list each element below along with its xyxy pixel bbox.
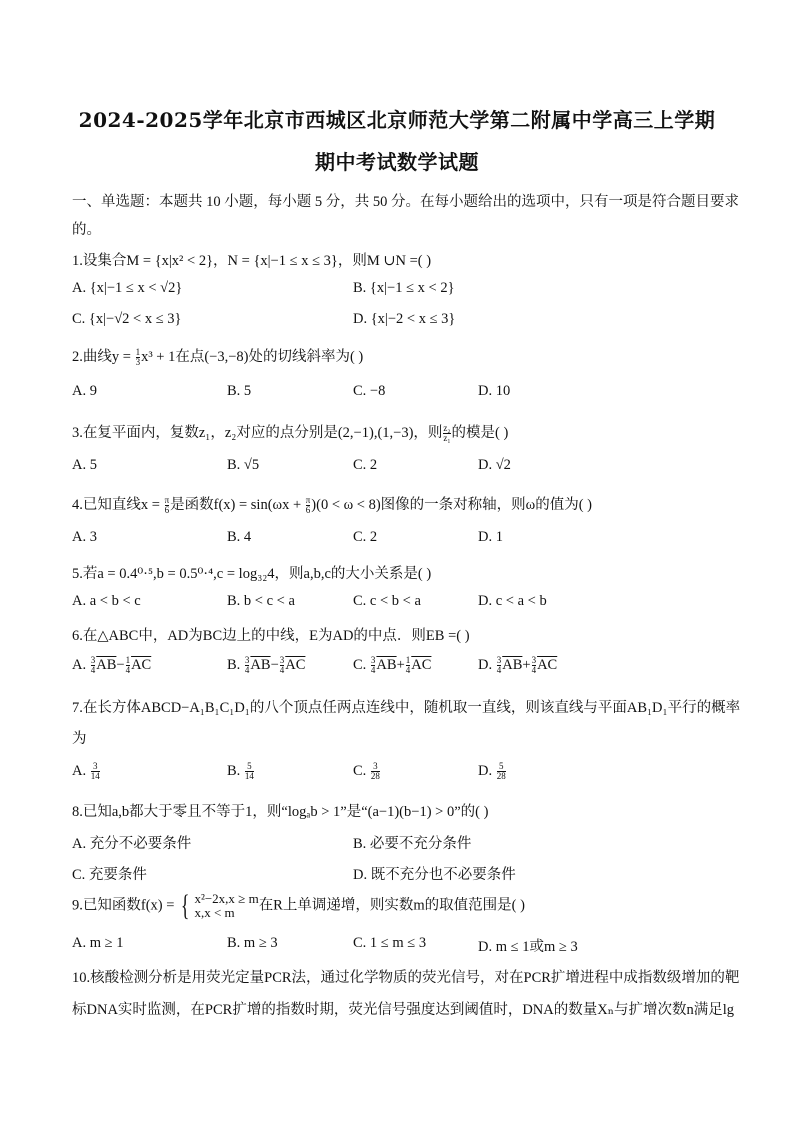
option-letter: A.	[72, 656, 90, 673]
question-9	[72, 891, 525, 921]
fraction	[443, 424, 450, 443]
option-b	[227, 656, 305, 675]
question-3	[72, 421, 508, 443]
question-10-cont: 标DNA实时监测，在PCR扩增的指数时期，荧光信号强度达到阈值时，DNA的数量Xₙ与扩增次数n满足lg	[72, 1002, 735, 1018]
vector-ab: $\overline{AB}$	[250, 656, 271, 673]
vector-ac: $\overline{AC}$	[285, 656, 306, 673]
vector-ab: $\overline{AB}$	[502, 656, 523, 673]
option-d: D. 既不充分也不必要条件	[353, 867, 516, 883]
fraction	[371, 656, 376, 675]
section-instructions-cont: 的。	[72, 222, 101, 238]
fraction-numerator: 3	[90, 655, 96, 665]
fraction-denominator: 4	[531, 665, 537, 675]
fraction-numerator: 3	[496, 655, 502, 665]
option-b: B. b < c < a	[227, 593, 295, 609]
option-b: B. {x|−1 ≤ x < 2}	[353, 280, 455, 296]
option-d: D. c < a < b	[478, 593, 547, 609]
fraction-denominator: 28	[496, 771, 506, 781]
fraction-denominator: 3	[135, 357, 141, 368]
exam-title-line-1: 2024-2025学年北京市西城区北京师范大学第二附属中学高三上学期	[78, 108, 716, 132]
fraction-numerator: 3	[244, 655, 250, 665]
question-stem: 在长方体ABCD−A₁B₁C₁D₁的八个顶点任两点连线中，随机取一直线，则该直线与平面AB₁D₁平行的概率	[82, 700, 741, 716]
option-letter: D.	[478, 762, 496, 779]
question-6	[72, 624, 470, 645]
fraction-denominator: z₁	[443, 433, 451, 444]
fraction-denominator: 4	[370, 665, 376, 675]
question-stem: 若a = 0.4⁰·⁵,b = 0.5⁰·⁴,c = log₃₂4，则a,b,c的大小关系是( )	[82, 566, 432, 582]
option-letter: A.	[72, 762, 90, 779]
operator: −	[270, 656, 279, 673]
option-a: A. m ≥ 1	[72, 935, 124, 951]
case-row: x²−2x,x ≥ m	[194, 891, 259, 906]
fraction-denominator: 14	[244, 771, 254, 781]
fraction-numerator: 1	[135, 347, 141, 358]
section-instructions: 一、单选题：本题共 10 小题，每小题 5 分，共 50 分。在每小题给出的选项中，只有一项是符合题目要求	[72, 194, 739, 210]
option-a: A. 9	[72, 383, 97, 399]
option-letter: D.	[478, 656, 496, 673]
question-number: 4.	[72, 497, 83, 513]
option-c	[353, 656, 431, 675]
operator: +	[396, 656, 405, 673]
fraction-numerator: 3	[92, 761, 98, 771]
question-stem: 设集合M = {x|x² < 2}，N = {x|−1 ≤ x ≤ 3}，则M ∪N =( )	[82, 253, 432, 269]
fraction	[136, 348, 141, 367]
option-d	[478, 762, 507, 781]
fraction	[245, 762, 254, 781]
question-number: 7.	[72, 700, 83, 716]
option-c: C. {x|−√2 < x ≤ 3}	[72, 311, 182, 327]
fraction-denominator: 28	[370, 771, 380, 781]
fraction-denominator: 14	[90, 771, 100, 781]
piecewise-function	[178, 891, 259, 921]
option-c: C. −8	[353, 383, 386, 399]
option-a: A. 5	[72, 457, 97, 473]
option-letter: C.	[353, 656, 370, 673]
fraction-numerator: 3	[370, 655, 376, 665]
option-b: B. 5	[227, 383, 252, 399]
fraction-numerator: 3	[279, 655, 285, 665]
option-letter: B.	[227, 656, 244, 673]
question-number: 9.	[72, 897, 83, 914]
fraction-numerator: 1	[405, 655, 411, 665]
fraction	[91, 656, 96, 675]
question-4	[72, 493, 592, 515]
fraction	[497, 762, 506, 781]
option-d: D. 10	[478, 383, 511, 399]
fraction	[165, 496, 170, 515]
option-c: C. 2	[353, 457, 378, 473]
fraction-numerator: z₂	[443, 423, 451, 434]
option-b: B. 4	[227, 529, 252, 545]
question-number: 6.	[72, 628, 83, 644]
option-a	[72, 656, 151, 675]
question-stem: 已知直线x =	[82, 497, 164, 513]
question-stem: 在复平面内，复数z₁，z₂对应的点分别是(2,−1),(1,−3)，则	[82, 425, 443, 441]
fraction	[406, 656, 411, 675]
option-d: D. {x|−2 < x ≤ 3}	[353, 311, 456, 327]
fraction-denominator: 4	[125, 665, 131, 675]
question-stem-cont: 在R上单调递增，则实数m的取值范围是( )	[258, 897, 525, 914]
fraction-denominator: 6	[305, 505, 311, 516]
fraction-numerator: π	[164, 495, 170, 506]
fraction-numerator: 3	[373, 761, 378, 771]
question-stem-cont: 是函数f(x) = sin(ωx +	[170, 497, 305, 513]
option-d	[478, 656, 557, 675]
fraction	[497, 656, 502, 675]
fraction-denominator: 6	[164, 505, 170, 516]
fraction	[532, 656, 537, 675]
question-5	[72, 562, 431, 583]
option-b: B. 必要不充分条件	[353, 836, 472, 852]
option-letter: B.	[227, 762, 244, 779]
question-number: 10.	[72, 970, 91, 986]
option-c	[353, 762, 381, 781]
fraction-numerator: 3	[531, 655, 537, 665]
brace-glyph: {	[180, 889, 190, 922]
fraction	[306, 496, 311, 515]
vector-ac: $\overline{AC}$	[537, 656, 558, 673]
fraction-denominator: 4	[279, 665, 285, 675]
question-10	[72, 966, 739, 987]
question-number: 3.	[72, 425, 83, 441]
option-a: A. {x|−1 ≤ x < √2}	[72, 280, 183, 296]
question-stem-end: )(0 < ω < 8)图像的一条对称轴，则ω的值为( )	[311, 497, 593, 513]
option-c: C. c < b < a	[353, 593, 421, 609]
vector-ac: $\overline{AC}$	[411, 656, 432, 673]
fraction	[126, 656, 131, 675]
question-1	[72, 249, 431, 270]
case-row: x,x < m	[194, 905, 235, 920]
question-stem: 已知函数f(x) =	[82, 897, 179, 914]
fraction-numerator: 1	[125, 655, 131, 665]
question-8	[72, 800, 488, 821]
question-2	[72, 345, 363, 367]
question-7	[72, 696, 740, 717]
option-a: A. 充分不必要条件	[72, 836, 192, 852]
option-a: A. a < b < c	[72, 593, 141, 609]
option-c: C. 2	[353, 529, 378, 545]
operator: +	[522, 656, 531, 673]
option-d: D. √2	[478, 457, 511, 473]
option-c: C. 充要条件	[72, 867, 147, 883]
vector-ac: $\overline{AC}$	[131, 656, 152, 673]
fraction	[280, 656, 285, 675]
fraction-numerator: π	[305, 495, 311, 506]
fraction-numerator: 5	[498, 761, 504, 771]
question-stem: 核酸检测分析是用荧光定量PCR法，通过化学物质的荧光信号，对在PCR扩增进程中成指数级增加的靶	[90, 970, 740, 986]
vector-ab: $\overline{AB}$	[96, 656, 117, 673]
option-b: B. √5	[227, 457, 260, 473]
option-a: A. 3	[72, 529, 97, 545]
fraction-denominator: 4	[405, 665, 411, 675]
question-stem: 在△ABC中，AD为BC边上的中线，E为AD的中点．则EB =( )	[82, 628, 470, 644]
question-7-cont: 为	[72, 731, 87, 747]
fraction	[245, 656, 250, 675]
question-stem: 已知a,b都大于零且不等于1，则“logₐb > 1”是“(a−1)(b−1) > 0”的( )	[82, 804, 489, 820]
option-a	[72, 762, 101, 781]
operator: −	[116, 656, 125, 673]
vector-ab: $\overline{AB}$	[376, 656, 397, 673]
fraction	[371, 762, 380, 781]
fraction-denominator: 4	[90, 665, 96, 675]
fraction-numerator: 5	[247, 761, 252, 771]
question-number: 1.	[72, 253, 83, 269]
question-stem-cont: 的模是( )	[451, 425, 509, 441]
question-number: 2.	[72, 349, 83, 365]
question-stem-cont: x³ + 1在点(−3,−8)处的切线斜率为( )	[141, 349, 364, 365]
option-letter: C.	[353, 762, 370, 779]
fraction-denominator: 4	[496, 665, 502, 675]
option-d: D. m ≤ 1或m ≥ 3	[478, 939, 578, 955]
question-number: 8.	[72, 804, 83, 820]
fraction	[91, 762, 100, 781]
exam-title-line-2: 期中考试数学试题	[315, 150, 479, 174]
option-c: C. 1 ≤ m ≤ 3	[353, 935, 427, 951]
question-number: 5.	[72, 566, 83, 582]
option-d: D. 1	[478, 529, 503, 545]
option-b	[227, 762, 255, 781]
question-stem: 曲线y =	[82, 349, 135, 365]
fraction-denominator: 4	[244, 665, 250, 675]
option-b: B. m ≥ 3	[227, 935, 278, 951]
